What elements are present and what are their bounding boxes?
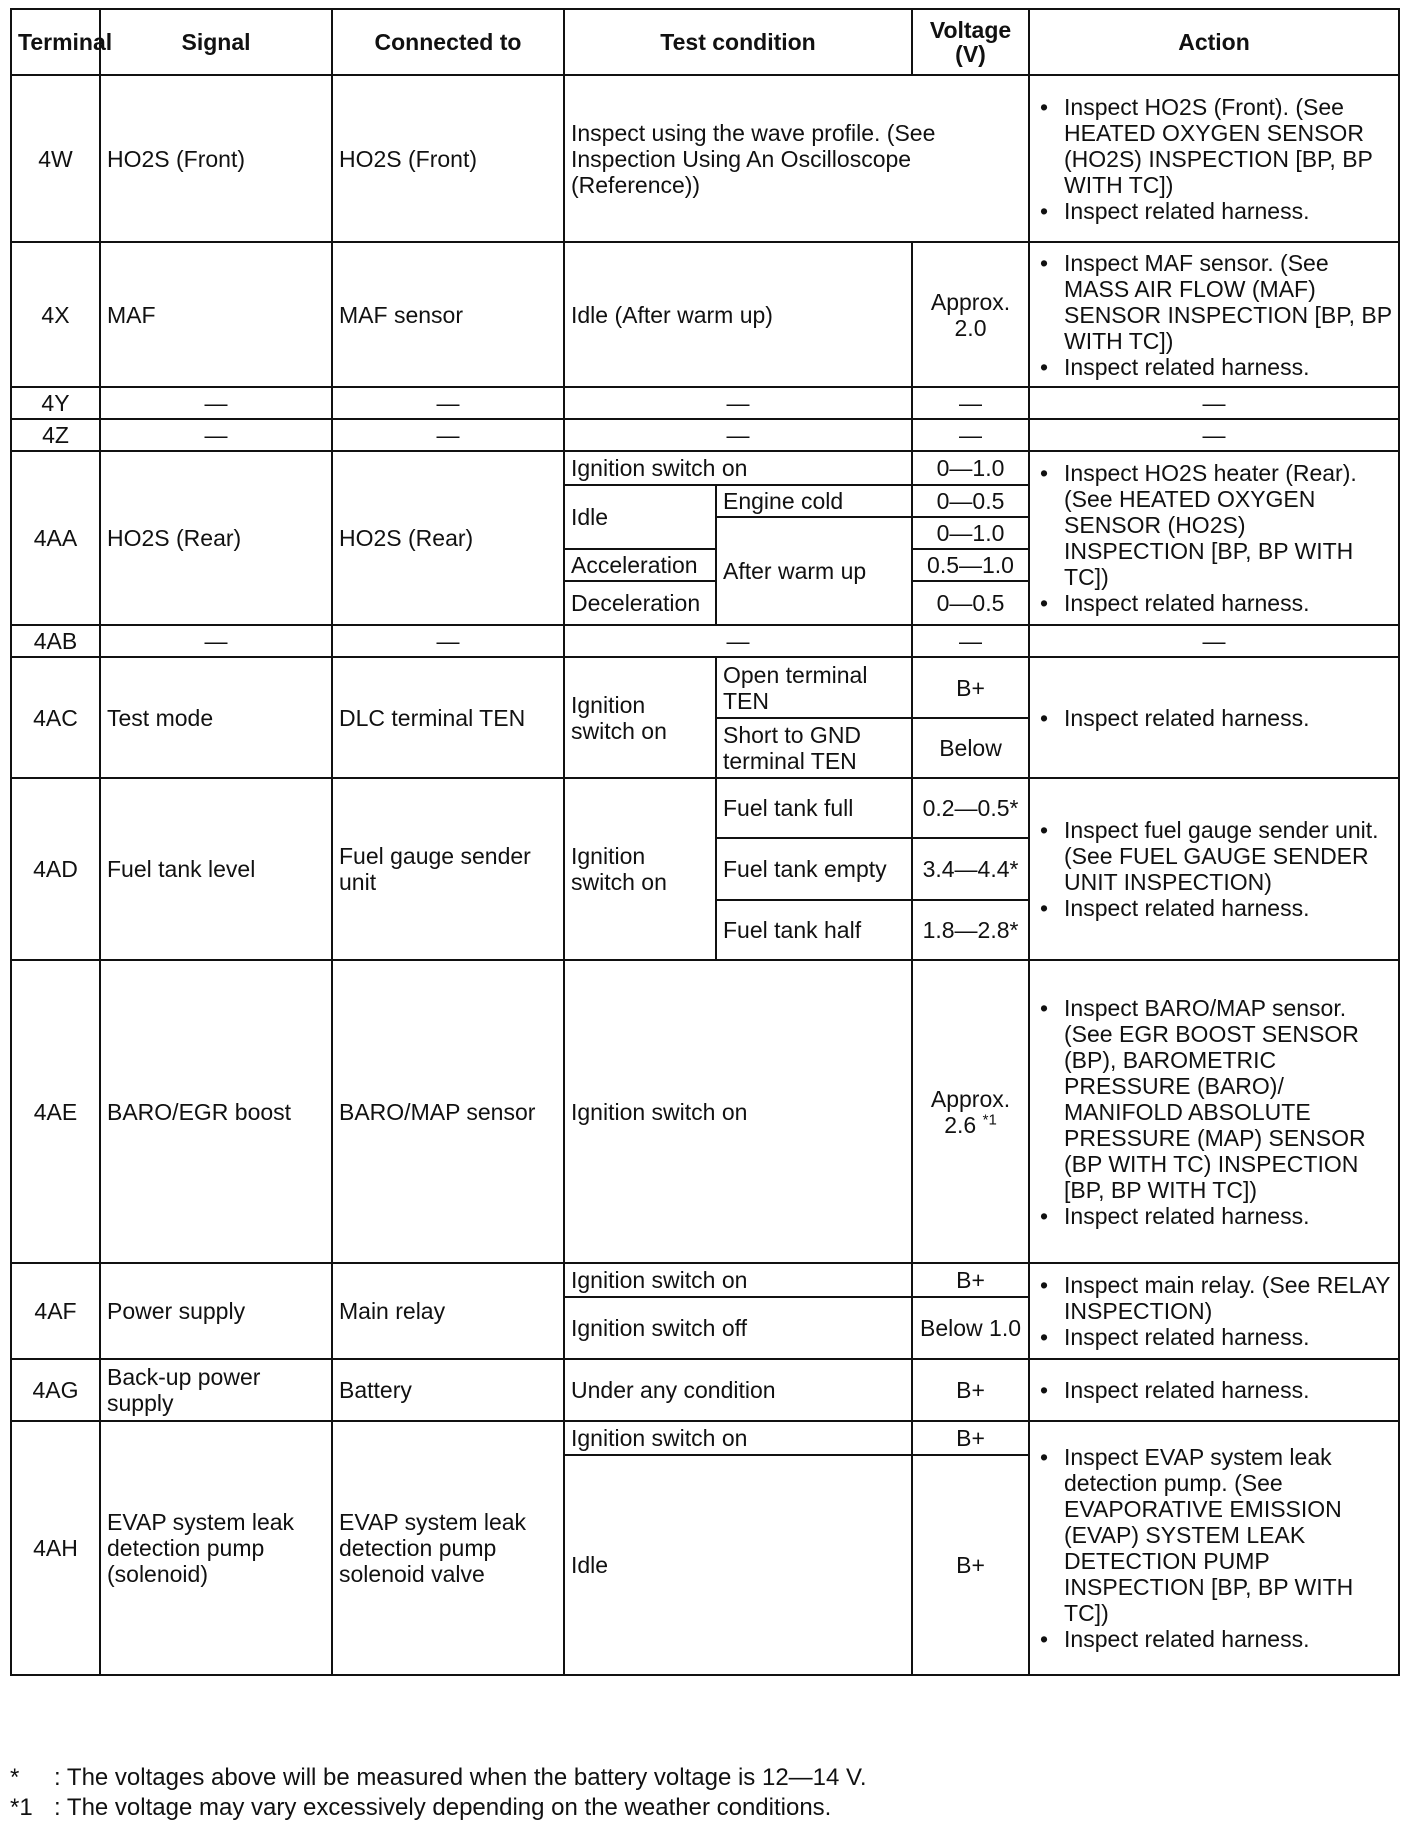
terminal-cell: 4AE: [11, 960, 100, 1263]
terminal-cell: 4AC: [11, 657, 100, 778]
voltage-cell: B+: [912, 657, 1029, 718]
footnote-text: : The voltage may vary excessively depending on the weather conditions.: [54, 1794, 832, 1821]
action-item: • Inspect related harness.: [1036, 705, 1392, 731]
table-row: [11, 778, 1399, 838]
terminal-cell: 4W: [11, 75, 100, 242]
footnote-text: : The voltages above will be measured when the battery voltage is 12—14 V.: [54, 1764, 867, 1791]
voltage-cell: Below: [912, 718, 1029, 778]
table-row: [11, 1421, 1399, 1455]
test-condition-cell: After warm up: [716, 517, 912, 625]
voltage-value: Approx. 2.6: [930, 1085, 1011, 1138]
voltage-cell: B+: [912, 1455, 1029, 1675]
signal-cell: EVAP system leak detection pump (solenoid): [100, 1421, 332, 1675]
test-condition-cell: Fuel tank full: [716, 778, 912, 838]
connected-cell: BARO/MAP sensor: [332, 960, 564, 1263]
dash-cell: —: [1029, 387, 1399, 419]
connected-cell: Fuel gauge sender unit: [332, 778, 564, 960]
footnote-1: [10, 1764, 867, 1792]
test-condition-cell: Under any condition: [564, 1359, 912, 1421]
voltage-cell: 0—0.5: [912, 485, 1029, 517]
voltage-cell: Below 1.0: [912, 1297, 1029, 1359]
test-condition-cell: Idle: [564, 1455, 912, 1675]
test-condition-cell: Inspect using the wave profile. (See Inspection Using An Oscilloscope (Reference)): [564, 75, 1029, 242]
action-item: • Inspect EVAP system leak detection pump. (See EVAPORATIVE EMISSION (EVAP) SYSTEM LEAK DETECTION PUMP INSPECTION [BP, BP WITH TC]): [1036, 1444, 1392, 1626]
table-row: [11, 451, 1399, 485]
action-item: • Inspect related harness.: [1036, 1203, 1392, 1229]
footnote-mark: *: [10, 1764, 20, 1791]
terminal-cell: 4AB: [11, 625, 100, 657]
terminal-cell: 4AH: [11, 1421, 100, 1675]
dash-cell: —: [1029, 419, 1399, 451]
dash-cell: —: [332, 625, 564, 657]
voltage-cell: [912, 960, 1029, 1263]
voltage-cell: B+: [912, 1421, 1029, 1455]
terminal-cell: 4AF: [11, 1263, 100, 1359]
signal-cell: BARO/EGR boost: [100, 960, 332, 1263]
footnote-ref: *1: [982, 1110, 997, 1128]
table-row: [11, 625, 1399, 657]
connected-cell: HO2S (Rear): [332, 451, 564, 625]
terminal-cell: 4Y: [11, 387, 100, 419]
test-condition-cell: Ignition switch on: [564, 1421, 912, 1455]
action-item: • Inspect BARO/MAP sensor. (See EGR BOOST SENSOR (BP), BAROMETRIC PRESSURE (BARO)/ MANIFOLD ABSOLUTE PRESSURE (MAP) SENSOR (BP WITH TC) INSPECTION [BP, BP WITH TC]): [1036, 995, 1392, 1203]
dash-cell: —: [912, 419, 1029, 451]
table-row: [11, 387, 1399, 419]
test-condition-cell: Ignition switch on: [564, 451, 912, 485]
action-item: • Inspect related harness.: [1036, 1377, 1392, 1403]
voltage-cell: 1.8—2.8*: [912, 900, 1029, 960]
dash-cell: —: [912, 387, 1029, 419]
action-cell: [1029, 960, 1399, 1263]
action-item: • Inspect HO2S heater (Rear). (See HEATED OXYGEN SENSOR (HO2S) INSPECTION [BP, BP WITH TC]): [1036, 460, 1392, 590]
action-cell: [1029, 778, 1399, 960]
footnote-mark: *1: [10, 1794, 33, 1821]
voltage-cell: 0—1.0: [912, 517, 1029, 549]
connected-cell: HO2S (Front): [332, 75, 564, 242]
test-condition-cell: Fuel tank half: [716, 900, 912, 960]
action-item: • Inspect related harness.: [1036, 1626, 1392, 1652]
action-item: • Inspect related harness.: [1036, 1324, 1392, 1350]
signal-cell: Fuel tank level: [100, 778, 332, 960]
test-condition-cell: Fuel tank empty: [716, 838, 912, 900]
action-cell: [1029, 75, 1399, 242]
table-row: [11, 1263, 1399, 1297]
terminal-cell: 4Z: [11, 419, 100, 451]
test-condition-cell: Idle: [564, 485, 716, 549]
footnote-2: [10, 1794, 831, 1822]
test-condition-cell: Engine cold: [716, 485, 912, 517]
connected-cell: DLC terminal TEN: [332, 657, 564, 778]
action-cell: [1029, 242, 1399, 387]
action-item: • Inspect fuel gauge sender unit. (See FUEL GAUGE SENDER UNIT INSPECTION): [1036, 817, 1392, 895]
test-condition-cell: Ignition switch on: [564, 778, 716, 960]
test-condition-cell: Open terminal TEN: [716, 657, 912, 718]
header-terminal: Terminal: [11, 9, 100, 75]
header-action: Action: [1029, 9, 1399, 75]
terminal-voltage-table: [10, 8, 1400, 1676]
dash-cell: —: [100, 419, 332, 451]
signal-cell: HO2S (Front): [100, 75, 332, 242]
dash-cell: —: [100, 387, 332, 419]
action-cell: [1029, 1263, 1399, 1359]
voltage-cell: Approx. 2.0: [912, 242, 1029, 387]
test-condition-cell: Ignition switch on: [564, 960, 912, 1263]
header-signal: Signal: [100, 9, 332, 75]
test-condition-cell: Deceleration: [564, 581, 716, 625]
connected-cell: EVAP system leak detection pump solenoid valve: [332, 1421, 564, 1675]
dash-cell: —: [1029, 625, 1399, 657]
dash-cell: —: [564, 625, 912, 657]
header-voltage: Voltage (V): [912, 9, 1029, 75]
dash-cell: —: [332, 387, 564, 419]
action-item: • Inspect related harness.: [1036, 590, 1392, 616]
action-item: • Inspect related harness.: [1036, 895, 1392, 921]
test-condition-cell: Ignition switch on: [564, 1263, 912, 1297]
signal-cell: Power supply: [100, 1263, 332, 1359]
terminal-cell: 4AA: [11, 451, 100, 625]
action-item: • Inspect related harness.: [1036, 198, 1392, 224]
action-item: • Inspect MAF sensor. (See MASS AIR FLOW (MAF) SENSOR INSPECTION [BP, BP WITH TC]): [1036, 250, 1392, 354]
action-cell: [1029, 451, 1399, 625]
signal-cell: Test mode: [100, 657, 332, 778]
terminal-cell: 4X: [11, 242, 100, 387]
test-condition-cell: Ignition switch on: [564, 657, 716, 778]
header-test-condition: Test condition: [564, 9, 912, 75]
test-condition-cell: Acceleration: [564, 549, 716, 581]
test-condition-cell: Short to GND terminal TEN: [716, 718, 912, 778]
voltage-cell: 0—1.0: [912, 451, 1029, 485]
voltage-cell: 3.4—4.4*: [912, 838, 1029, 900]
action-item: • Inspect related harness.: [1036, 354, 1392, 380]
connected-cell: Battery: [332, 1359, 564, 1421]
signal-cell: HO2S (Rear): [100, 451, 332, 625]
table-row: [11, 419, 1399, 451]
action-cell: [1029, 1421, 1399, 1675]
header-connected-to: Connected to: [332, 9, 564, 75]
test-condition-cell: Idle (After warm up): [564, 242, 912, 387]
connected-cell: MAF sensor: [332, 242, 564, 387]
table-row: [11, 657, 1399, 718]
test-condition-cell: Ignition switch off: [564, 1297, 912, 1359]
voltage-cell: B+: [912, 1359, 1029, 1421]
table-row: [11, 75, 1399, 242]
dash-cell: —: [564, 419, 912, 451]
signal-cell: MAF: [100, 242, 332, 387]
dash-cell: —: [564, 387, 912, 419]
dash-cell: —: [100, 625, 332, 657]
action-cell: [1029, 1359, 1399, 1421]
dash-cell: —: [912, 625, 1029, 657]
terminal-cell: 4AD: [11, 778, 100, 960]
table-row: [11, 960, 1399, 1263]
voltage-cell: B+: [912, 1263, 1029, 1297]
terminal-cell: 4AG: [11, 1359, 100, 1421]
table-row: [11, 242, 1399, 387]
dash-cell: —: [332, 419, 564, 451]
voltage-cell: 0—0.5: [912, 581, 1029, 625]
voltage-cell: 0.5—1.0: [912, 549, 1029, 581]
action-cell: [1029, 657, 1399, 778]
connected-cell: Main relay: [332, 1263, 564, 1359]
table-row: [11, 1359, 1399, 1421]
action-item: • Inspect HO2S (Front). (See HEATED OXYGEN SENSOR (HO2S) INSPECTION [BP, BP WITH TC]): [1036, 94, 1392, 198]
action-item: • Inspect main relay. (See RELAY INSPECTION): [1036, 1272, 1392, 1324]
voltage-cell: 0.2—0.5*: [912, 778, 1029, 838]
signal-cell: Back-up power supply: [100, 1359, 332, 1421]
